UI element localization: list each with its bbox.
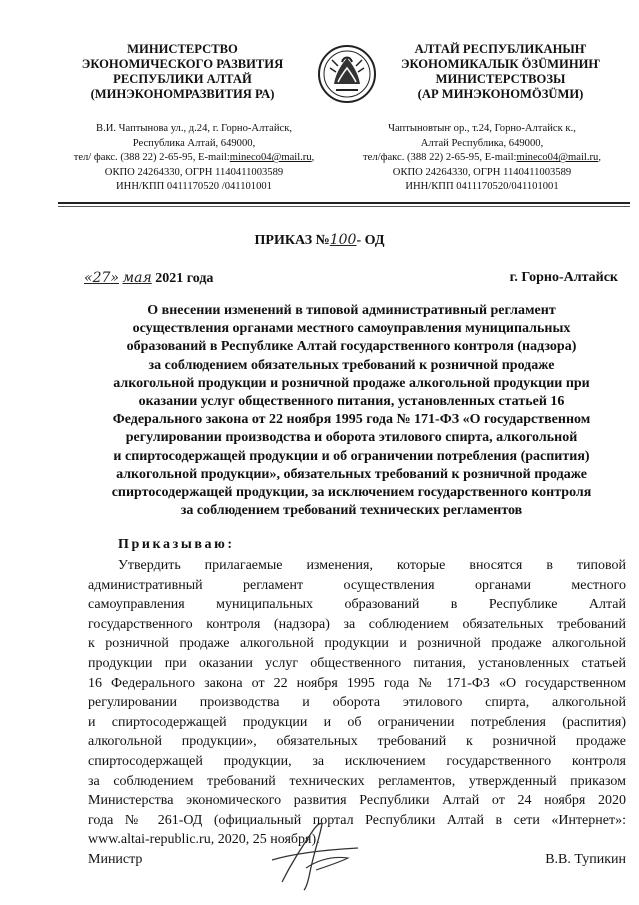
order-body-paragraph <box>88 556 626 850</box>
header-left-line: МИНИСТЕРСТВО <box>127 42 238 56</box>
body-line: года № 261-ОД (официальный портал Республики Алтай в сети «Интернет»: <box>88 812 626 828</box>
title-line: алкогольной продукции», обязательных требований к розничной продаже <box>116 466 587 482</box>
punctuation: , <box>598 152 601 164</box>
contact-line <box>60 151 328 166</box>
title-line: регулировании производства и оборота этилового спирта, алкогольной <box>125 430 578 446</box>
body-line: за соблюдением требований технических регламентов, утвержденный приказом <box>88 773 626 789</box>
body-line: самоуправления муниципальных образований в Республике Алтай <box>88 597 626 613</box>
title-line: осуществления органами местного самоуправления муниципальных <box>132 321 571 337</box>
date-open-quote: « <box>84 270 93 286</box>
contact-line <box>336 151 628 166</box>
signer-position: Министр <box>88 852 143 867</box>
title-line: за соблюдением требований технических регламентов <box>180 503 523 519</box>
punctuation: , <box>311 152 315 164</box>
body-line: спиртосодержащей продукции, за исключением государственного контроля <box>88 753 626 769</box>
date-day-handwritten: 27 <box>92 270 111 286</box>
title-line: за соблюдением обязательных требований к розничной продаже <box>148 357 555 373</box>
order-directive-word: Приказываю: <box>118 537 235 552</box>
header-divider-thin <box>58 206 630 207</box>
title-line: алкогольной продукции и розничной продаже алкогольной продукции при <box>113 375 590 391</box>
order-prefix: ПРИКАЗ № <box>254 233 330 248</box>
coat-of-arms-emblem <box>316 38 378 110</box>
tax-codes: ИНН/КПП 0411170520/041101001 <box>405 181 559 193</box>
address-line: Чаптыновтыҥ ор., т.24, Горно-Алтайск к., <box>388 123 576 134</box>
date-month-handwritten: мая <box>122 270 152 286</box>
header-right-line: АЛТАЙ РЕСПУБЛИКАНЫҤ <box>414 42 587 56</box>
phone-fax: тел/факс. (388 22) 2-65-95, E-mail: <box>363 152 517 164</box>
phone-fax: тел/ факс. (388 22) 2-65-95, E-mail: <box>73 152 230 164</box>
ministry-name-russian <box>60 42 305 102</box>
ministry-name-altai <box>378 42 623 102</box>
body-line: алкогольной продукции», обязательных требований к розничной продаже <box>88 734 626 750</box>
body-line: Утвердить прилагаемые изменения, которые вносятся в типовой <box>118 558 626 573</box>
header-right-line: ЭКОНОМИКАЛЫК ÖЗÜМИНИҤ <box>400 57 601 71</box>
body-line: 16 Федерального закона от 22 ноября 1995 года № 171-ФЗ «О государственном <box>88 675 626 691</box>
email-link[interactable]: mineco04@mail.ru <box>229 152 312 164</box>
body-line: регулировании производства и оборота этилового спирта, алкогольной <box>88 695 626 711</box>
order-date <box>84 270 213 287</box>
header-divider-thick <box>58 202 630 204</box>
title-line: Федерального закона от 22 ноября 1995 года № 171-ФЗ «О государственном <box>112 412 591 428</box>
header-left-line: РЕСПУБЛИКИ АЛТАЙ <box>113 72 252 86</box>
date-close-quote: » <box>110 270 119 286</box>
date-year: 2021 года <box>155 271 214 286</box>
body-line: и спиртосодержащей продукции и об ограничении потребления (распития) <box>88 714 626 730</box>
body-line: административный регламент осуществления органами местного <box>88 577 626 593</box>
signer-name: В.В. Тупикин <box>545 852 626 867</box>
tax-codes: ИНН/КПП 0411170520 /041101001 <box>116 181 272 193</box>
address-line: Алтай Республика, 649000, <box>420 137 544 149</box>
title-line: спиртосодержащей продукции, за исключением государственного контроля <box>111 485 592 501</box>
title-line: и спиртосодержащей продукции и об ограничении потребления (распития) <box>113 448 590 464</box>
handwritten-signature <box>262 812 372 892</box>
address-block-altai <box>336 122 628 195</box>
body-line: к розничной продаже алкогольной продукции и розничной продаже алкогольной <box>88 636 626 652</box>
header-right-line: МИНИСТЕРСТВОЗЫ <box>435 72 566 86</box>
address-line: В.И. Чаптынова ул., д.24, г. Горно-Алтайск, <box>96 123 292 134</box>
body-line: Министерства экономического развития Республики Алтай от 24 ноября 2020 <box>88 793 626 809</box>
registration-codes: ОКПО 24264330, ОГРН 1140411003589 <box>104 166 284 178</box>
header-left-line: ЭКОНОМИЧЕСКОГО РАЗВИТИЯ <box>81 57 284 71</box>
title-line: О внесении изменений в типовой административный регламент <box>147 303 556 318</box>
title-line: образований в Республике Алтай государственного контроля (надзора) <box>126 339 577 355</box>
body-line: государственного контроля (надзора) за соблюдением обязательных требований <box>88 616 626 632</box>
body-line: продукции при оказании услуг общественного питания, установленных статьей <box>88 655 626 671</box>
address-line: Республика Алтай, 649000, <box>132 137 256 149</box>
email-link[interactable]: mineco04@mail.ru <box>516 152 599 164</box>
address-block-russian <box>60 122 328 195</box>
order-number-handwritten: 100 <box>329 232 357 248</box>
body-line-last: www.altai-republic.ru, 2020, 25 ноября). <box>88 832 320 848</box>
order-heading <box>0 232 639 249</box>
registration-codes: ОКПО 24264330, ОГРН 1140411003589 <box>392 166 572 178</box>
header-right-line: (АР МИНЭКОНОМÖЗÜМИ) <box>417 87 584 101</box>
order-suffix: - ОД <box>356 233 385 248</box>
header-left-line: (МИНЭКОНОМРАЗВИТИЯ РА) <box>90 87 275 101</box>
document-title <box>80 302 623 520</box>
title-line: оказании услуг общественного питания, установленных статьей 16 <box>138 394 565 410</box>
order-city: г. Горно-Алтайск <box>509 270 618 285</box>
